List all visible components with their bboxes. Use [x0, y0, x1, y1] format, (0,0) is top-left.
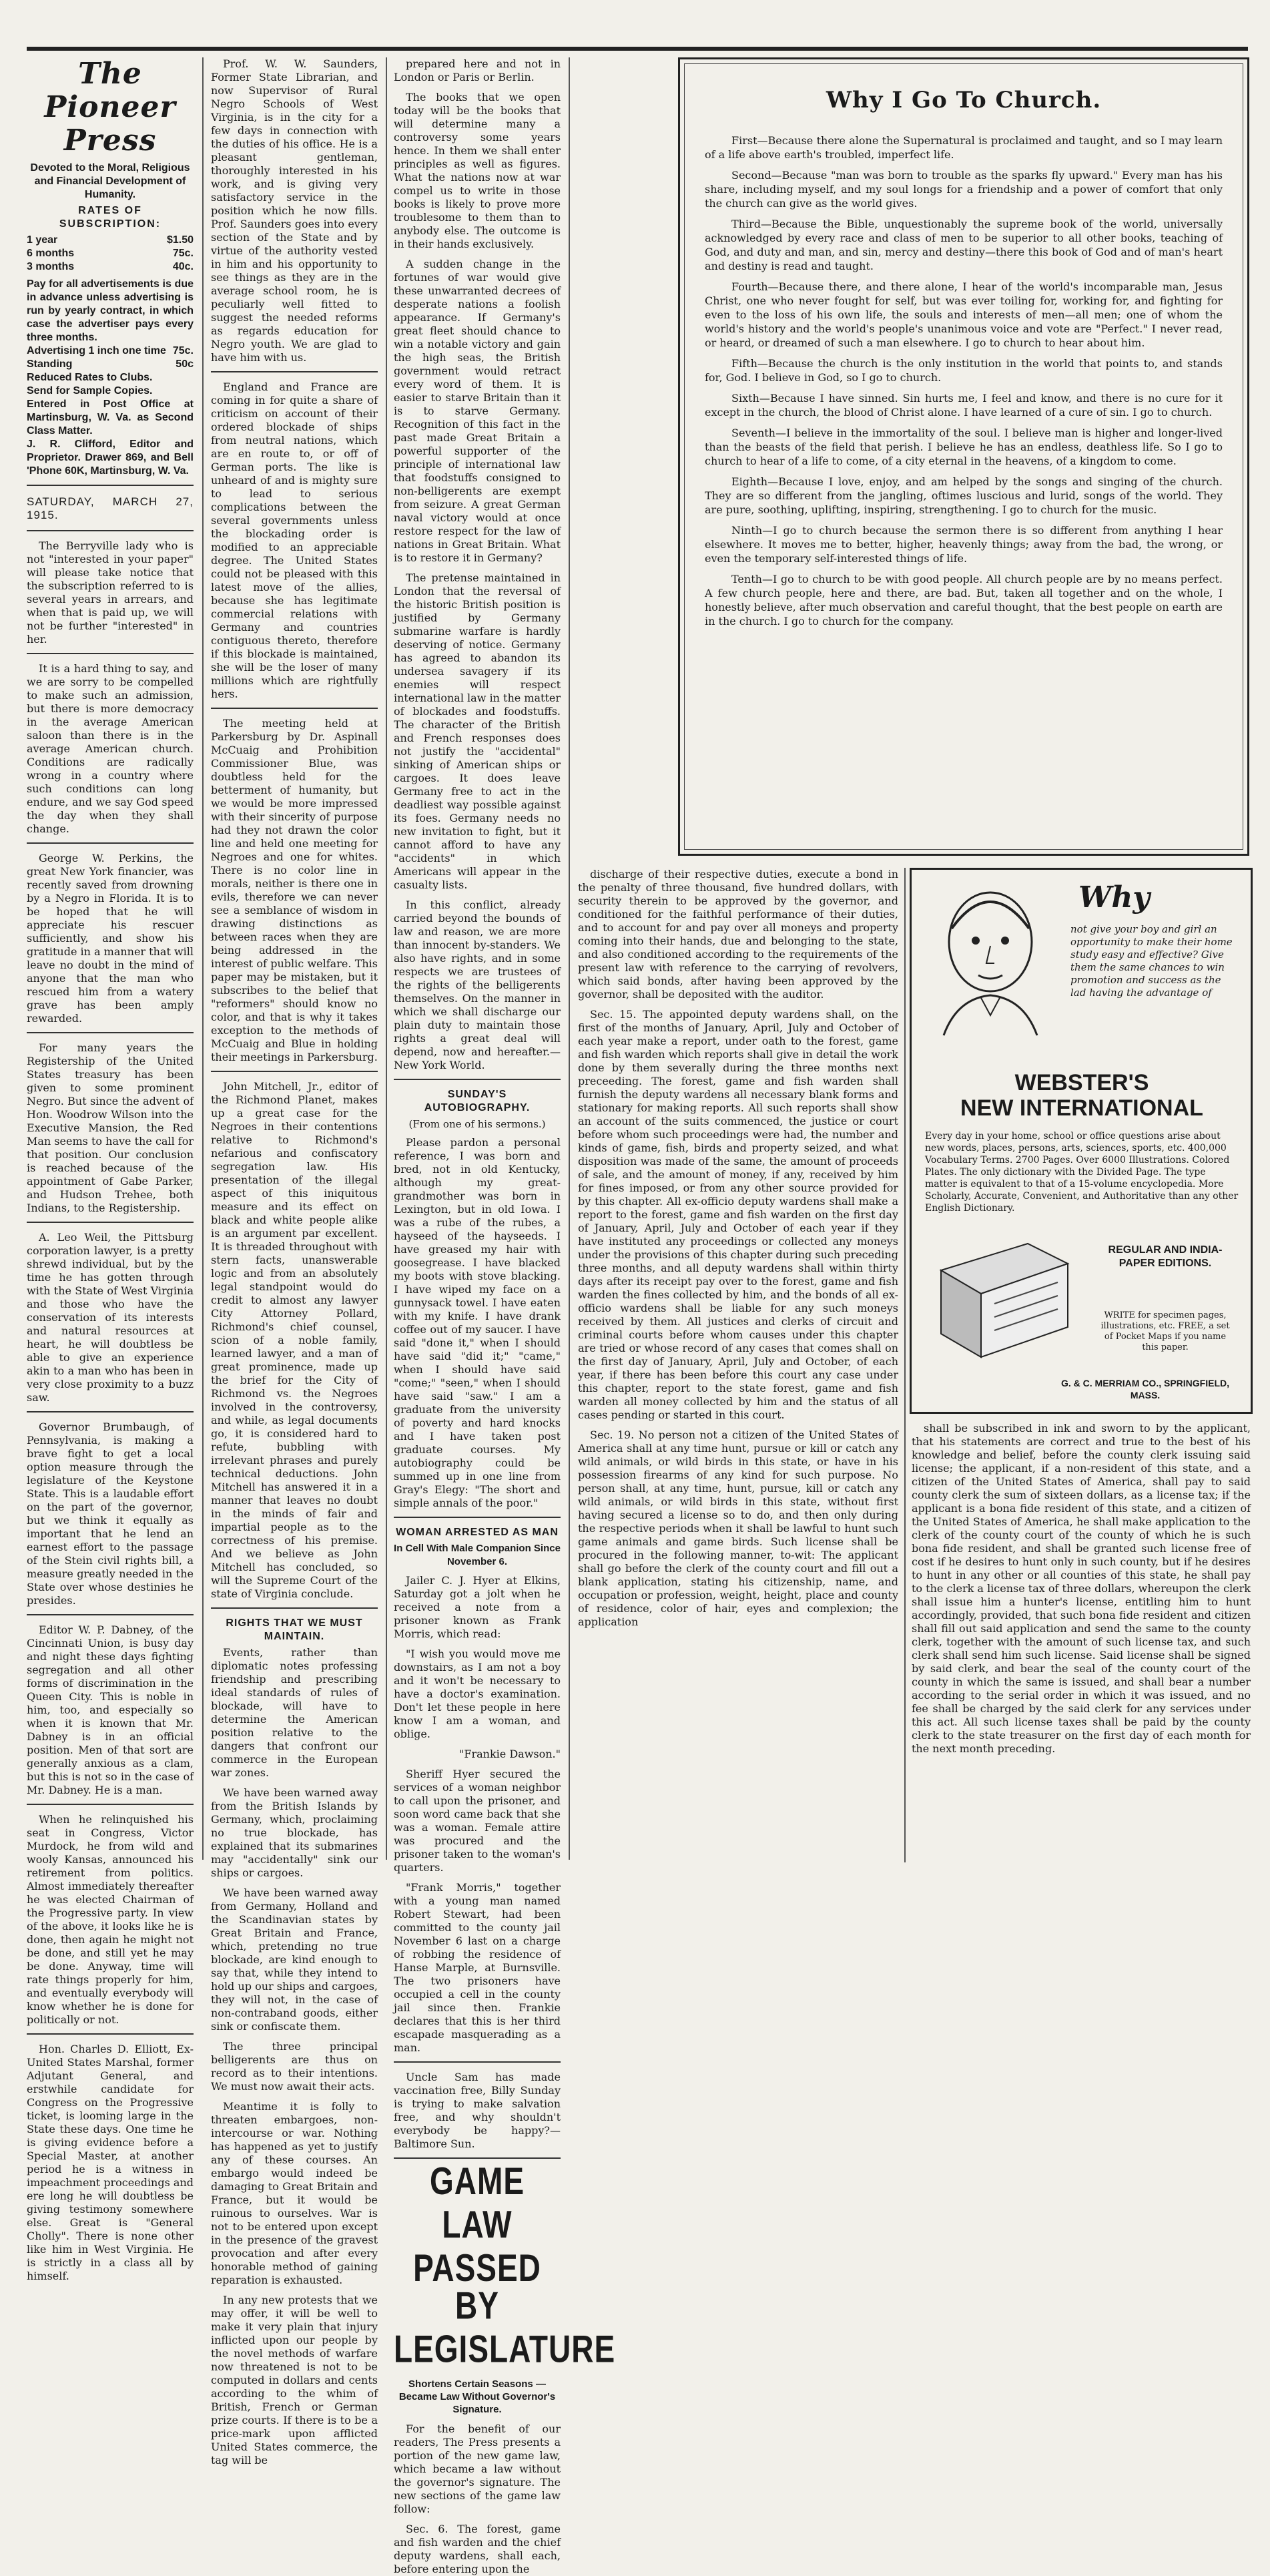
rates-title: RATES OF SUBSCRIPTION:	[59, 205, 162, 230]
ad-editions: REGULAR AND INDIA-PAPER EDITIONS.	[1108, 1244, 1223, 1269]
ad-blurb: not give your boy and girl an opportunity to make their home study easy and effective? Give them the same chances to win promotion and success as the lad having the advantage of	[1070, 923, 1233, 999]
article-paragraph: The three principal belligerents are thus on record as to their intentions. We must now await their acts.	[211, 2040, 378, 2093]
church-reason: Fifth—Because the church is the only institution in the world that points to, and stands for, God. I believe in God, so I go to church.	[705, 357, 1223, 384]
law-paragraph: Sec. 15. The appointed deputy wardens shall, on the first of the months of January, April, July and October of each year make a report, under oath to the forest, game and fish warden which reports shall give in detail the work done by them severally during the three months next preceeding. The forest, game and fish warden shall furnish the deputy wardens all necessary blank forms and stationary for making reports. All such reports shall show an account of the suits commenced, the justice or court before whom such proceedings were had, the number and kinds of game, fish, birds and property seized, and what disposition was made of the same, the amount of proceeds of sale, and the amount of money, if any, received by him for fines imposed, or from any other source provided for by this chapter. All ex-officio deputy wardens shall make a report to the forest, game and fish warden on the first day of January, April, July and October of each year if they have instituted any proceedings or collected any moneys under the provisions of this chapter during such preceding three months, and all deputy wardens shall within thirty days after its receipt pay over to the forest, game and fish warden the fines collected by him, and the bonds of all ex-officio wardens shall be liable for any such moneys received by them. All justices and clerks of circuit and criminal courts before whom causes under this chapter are tried or whose record of any cases that comes shall on the first day of January, April, July and October, of each year, if there has been before this court any case under this chapter, report to the state forest, game and fish warden all money collected by him and the status of all cases pending or started in this court.	[578, 1008, 898, 1421]
ad-write-offer: WRITE for specimen pages, illustrations, etc. FREE, a set of Pocket Maps if you name this paper.	[1100, 1310, 1230, 1352]
church-reason: Tenth—I go to church to be with good people. All church people are by no means perfect. A few church people, here and there, are bad. But, taken all together and on the whole, I honestly believe, after much observation and careful thought, that the best people on earth are in the church. I go to church for the company.	[705, 573, 1223, 627]
divider	[394, 2061, 561, 2063]
ad-why-heading: Why	[1078, 880, 1150, 915]
divider	[211, 371, 378, 372]
rate-row: 3 months 40c.	[27, 261, 194, 272]
column-rule	[202, 57, 204, 1860]
article-paragraph: The books that we open today will be the books that will determine many a controversy some years hence. In them we shall enter principles as well as figures. What the nations now at war compel us to write in those books is likely to prove more troublesome to them than to anybody else. The outcome is in their hands exclusively.	[394, 91, 561, 250]
ad-body: Every day in your home, school or office questions arise about new words, places, persons, arts, sciences, sports, etc. 400,000 Vocabulary Terms. 2700 Pages. Over 6000 Illustrations. Colored Plates. The only dictionary with the Divided Page. The type matter is equivalent to that of a 15-volume encyclopedia. More Scholarly, Accurate, Convenient, and Authoritative than any other English Dictionary.	[925, 1131, 1239, 1214]
divider	[27, 1032, 194, 1033]
article-paragraph: Please pardon a personal reference, I was born and bred, not in old Kentucky, although my great-grandmother was born in Lexington, but in old Iowa. I was a rube of the rubes, a hayseed of the hayseeds. I have greased my hair with goosegrease. I have blacked my boots with stove blacking. I have wiped my face on a gunnysack towel. I have eaten with my knife. I have drank coffee out of my saucer. I have said "done it," when I should have said "did it;" "came," when I should have said "come;" "seen," when I should have said "saw." I am a graduate from the university of poverty and hard knocks and I have taken post graduate courses. My autobiography could be summed up in one line from Gray's Elegy: "The short and simple annals of the poor."	[394, 1136, 561, 1509]
church-box-inner	[684, 63, 1243, 850]
column-rule	[904, 868, 906, 1862]
editorial-paragraph: When he relinquished his seat in Congress, Victor Murdock, he from wild and wooly Kansas, announced his retirement from politics. Almost immediately thereafter he was elected Chairman of the Progressive party. In view of the above, it looks like he is done, then again he might not be done, and still yet he may be done. Anyway, time will rate things properly for him, and eventually everybody will know whether he is done for politically or not.	[27, 1813, 194, 2026]
law-paragraph: Sec. 19. No person not a citizen of the United States of America shall at any time hunt, pursue or kill or catch any wild animals, or wild birds in this state, or have in his possession firearms of any kind for such purpose. No person shall, at any time, hunt, pursue, kill or catch any wild animals, or wild birds in this state, without first having secured a license so to do, and then only during the respective periods when it shall be lawful to hunt such game animals and game birds. Such license shall be procured in the following manner, to-wit: The applicant shall go before the clerk of the county court and fill out a blank application, stating his citizenship, name, and occupation or profession, weight, height, place and county of residence, color of hair, eyes and complexion; the application	[578, 1429, 898, 1628]
editorial-paragraph: It is a hard thing to say, and we are sorry to be compelled to make such an admission, but there is more democracy in the average American saloon than there is in the average American church. Conditions are radically wrong in a country where such conditions can long endure, and we say God speed the day when they shall change.	[27, 662, 194, 835]
law-paragraph: discharge of their respective duties, execute a bond in the penalty of three thousand, five hundred dollars, with security therein to be approved by the governor, and conditioned for the faithful performance of their duties, and to account for and pay over all moneys and property coming into their hands, due and belonging to the state, and also conditioned according to the requirements of the present law with reference to the carrying of revolvers, which said bonds, after having been approved by the governor, shall be deposited with the auditor.	[578, 868, 898, 1001]
column-2	[211, 57, 378, 2467]
dateline: SATURDAY, MARCH 27, 1915.	[27, 495, 194, 521]
divider	[211, 1071, 378, 1072]
church-reason: Second—Because "man was born to trouble as the sparks fly upward." Every man has his share, including myself, and my soul longs for a friendship and a power of comfort that only the church can give as the world gives.	[705, 169, 1223, 210]
sunday-heading: SUNDAY'S AUTOBIOGRAPHY.	[424, 1089, 531, 1113]
divider	[27, 1411, 194, 1412]
editorial-paragraph: A. Leo Weil, the Pittsburg corporation lawyer, is a pretty shrewd individual, but by the time he has gotten through with the State of West Virginia and those who have the conservation of its interests and natural resources at heart, he will doubtless be able to give an experience akin to a man who has been in very close proximity to a buzz saw.	[27, 1231, 194, 1404]
ad-rate-row: Advertising 1 inch one time 75c.	[27, 345, 194, 356]
masthead-line: Send for Sample Copies.	[27, 385, 153, 397]
rate-row: 1 year $1.50	[27, 234, 194, 246]
article-paragraph: A sudden change in the fortunes of war would give these unwarranted decrees of desperate nations a foolish appearance. If Germany's great fleet should chance to win a notable victory and gain the high seas, the British government would retract every word of them. It is easier to starve Britain than it is to starve Germany. Recognition of this fact in the past made Great Britain a powerful supporter of the principle of international law that foodstuffs consigned to non-belligerents are exempt from seizure. A great German naval victory would at once restore respect for the law of nations in Great Britain. What is to restore it in Germany?	[394, 258, 561, 564]
gamelaw-deck: Shortens Certain Seasons — Became Law Without Governor's Signature.	[398, 2378, 556, 2415]
church-title: Why I Go To Church.	[826, 87, 1102, 113]
divider	[394, 1517, 561, 1518]
divider	[394, 1079, 561, 1080]
editorial-paragraph: Prof. W. W. Saunders, Former State Librarian, and now Supervisor of Rural Negro Schools of West Virginia, is in the city for a few days in connection with the duties of his office. He is a pleasant gentleman, thoroughly interested in his work, and is giving very satisfactory service in the position which he now fills. Prof. Saunders goes into every section of the State and by virtue of the authority vested in him and his opportunity to see things as they are in the average school room, he is peculiarly well fitted to suggest the needed reforms as regards education for Negro youth. We are glad to have him with us.	[211, 57, 378, 364]
ad-rate-row: Standing 50c	[27, 358, 194, 370]
masthead-title: The Pioneer Press	[44, 57, 176, 158]
ad-brand-line-1: WEBSTER'S	[1014, 1070, 1149, 1095]
divider	[211, 1607, 378, 1609]
editorial-paragraph: For many years the Registership of the United States treasury has been given to some prominent Negro. But since the advent of Hon. Woodrow Wilson into the Executive Mansion, the Red Man seems to have the call for that position. Our conclusion is reached because of the appointment of Gabe Parker, and Hudson Trehee, both Indians, to the Registership.	[27, 1041, 194, 1214]
top-rule	[27, 47, 1248, 51]
editorial-paragraph: Hon. Charles D. Elliott, Ex-United States Marshal, former Adjutant General, and erstwhile candidate for Congress on the Progressive ticket, is looming large in the State these days. One time he is giving evidence before a Special Master, at another period he is a witness in impeachment proceedings and ere long he will doubtless be giving testimony somewhere else. Great is "General Cholly". There is none other like him in West Virginia. He is strictly in a class all by himself.	[27, 2043, 194, 2282]
woman-subheading: In Cell With Male Companion Since November 6.	[394, 1543, 561, 1567]
rate-row: 6 months 75c.	[27, 248, 194, 259]
article-paragraph: The pretense maintained in London that the reversal of the historic British position is justified by Germany submarine warfare is hardly deserving of notice. Germany has agreed to abandon its undersea savagery if its enemies will respect international law in the matter of blockades and foodstuffs. The character of the British and French responses does not justify the "accidental" sinking of American ships or cargoes. It does leave Germany free to act in the deadliest way possible against its foes. Germany needs no new invitation to fight, but it cannot afford to have any "accidents" in which Americans will appear in the casualty lists.	[394, 571, 561, 891]
divider	[27, 485, 194, 486]
church-reason: Ninth—I go to church because the sermon there is so different from anything I hear elsewhere. It moves me to better, higher, heavenly things; away from the bad, the wrong, or even the temporary self-interested things of life.	[705, 524, 1223, 565]
gamelaw-heading-line-1: GAME LAW PASSED	[413, 2159, 541, 2290]
column-1	[27, 57, 194, 2282]
rates-list	[27, 234, 194, 274]
divider	[27, 1804, 194, 1805]
article-paragraph: We have been warned away from the British Islands by Germany, which, proclaiming no true blockade, has explained that its submarines may "accidentally" sink our ships or cargoes.	[211, 1786, 378, 1879]
editorial-paragraph: The Berryville lady who is not "interested in your paper" will please take notice that the subscription referred to is several years in arrears, and when that is paid up, we will not be further "interested" in her.	[27, 539, 194, 646]
column-rule	[386, 57, 387, 1860]
law-paragraph: shall be subscribed in ink and sworn to by the applicant, that his statements are correct and true to the best of his knowledge and belief, before the county clerk issuing said license; the applicant, if a non-resident of this state, and a citizen of the United States of America, shall pay to said county clerk the sum of sixteen dollars, as a license tax; if the applicant is a bona fide resident of this state, and a citizen of the United States of America, he shall make application to the clerk of the county court of the county of which he is such bona fide resident, and shall be granted such license free of cost if he desires to hunt only in such county, but if he desires to hunt in any other or all counties of this state, he shall pay to the clerk a license tax of three dollars, whereupon the clerk shall issue him a hunter's license, entitling him to hunt accordingly, provided, that such bona fide resident and citizen shall fill out said application and send the same to the county clerk, together with the amount of such license tax, and such clerk shall send him such license. Said license shall be signed by said clerk, and bear the seal of the county court of the county in which the same is issued, and shall bear a number according to the serial order in which it was issued, and no fee shall be charged by the said clerk for any services under this act. All such license taxes shall be paid by the county clerk to the state treasurer on the first day of each month for the next month preceding.	[912, 1422, 1251, 1755]
masthead-motto: Devoted to the Moral, Religious and Financial Development of Humanity.	[30, 162, 190, 200]
divider	[211, 708, 378, 709]
article-paragraph: In any new protests that we may offer, it will be well to make it very plain that injury inflicted upon our people by the novel methods of warfare now threatened is not to be computed in dollars and cents according to the whim of British, French or German prize courts. If there is to be a price-mark upon afflicted United States commerce, the tag will be	[211, 2294, 378, 2467]
webster-advertisement	[910, 868, 1253, 1414]
article-paragraph: prepared here and not in London or Paris or Berlin.	[394, 57, 561, 83]
column-3	[394, 57, 616, 2575]
column-5	[912, 1422, 1251, 1862]
article-paragraph: For the benefit of our readers, The Press presents a portion of the new game law, which became a law without the governor's signature. The new sections of the game law follow:	[394, 2422, 561, 2515]
divider	[27, 653, 194, 654]
church-reason: Sixth—Because I have sinned. Sin hurts me, I feel and know, and there is no cure for it except in the church, the blood of Christ alone. I have learned of a cure of sin. I go to church.	[705, 392, 1223, 419]
advertising-notice: Pay for all advertisements is due in advance unless advertising is run by yearly contract, in which case the advertiser pays every three months.	[27, 278, 194, 343]
article-paragraph: Meantime it is folly to threaten embargoes, non-intercourse or war. Nothing has happened as yet to justify any of these courses. An embargo would indeed be damaging to Great Britain and France, but it would be ruinous to ourselves. War is not to be entered upon except in the presence of the gravest provocation and after every honorable method of gaining reparation is exhausted.	[211, 2100, 378, 2286]
church-reason: Third—Because the Bible, unquestionably the supreme book of the world, universally acknowledged by every race and class of men to be superior to all other books, teaching of God, and duty and man, and sin, mercy and destiny—there this book of God and of man's heart and destiny is read and taught.	[705, 218, 1223, 272]
dictionary-book-illustration	[928, 1230, 1081, 1364]
church-reason: First—Because there alone the Supernatural is proclaimed and taught, and so I may learn of a life above earth's troubled, imperfect life.	[705, 134, 1223, 161]
masthead-line: Reduced Rates to Clubs.	[27, 372, 153, 383]
church-reason: Seventh—I believe in the immortality of the soul. I believe man is higher and longer-lived than the beasts of the field that perish. I believe he has an endless, deathless life. So I go to church to hear of a life to come, of a city eternal in the heavens, of a kingdom to come.	[705, 427, 1223, 467]
article-paragraph: Sec. 6. The forest, game and fish warden and the chief deputy wardens, shall each, before entering upon the	[394, 2523, 561, 2575]
woman-heading: WOMAN ARRESTED AS MAN	[396, 1527, 559, 1538]
rights-heading: RIGHTS THAT WE MUST MAINTAIN.	[226, 1617, 363, 1642]
article-paragraph: "Frank Morris," together with a young man named Robert Stewart, had been committed to the county jail November 6 last on a charge of robbing the residence of Hanse Marple, at Burnsville. The two prisoners have occupied a cell in the county jail since then. Frankie declares that this is her third escapade masquerading as a man.	[394, 1881, 561, 2054]
ad-publisher: G. & C. MERRIAM CO., SPRINGFIELD, MASS.	[1060, 1378, 1229, 1400]
article-paragraph: Sheriff Hyer secured the services of a woman neighbor to call upon the prisoner, and soon word came back that she was a woman. Female attire was procured and the prisoner taken to the woman's quarters.	[394, 1768, 561, 1874]
church-reason: Eighth—Because I love, enjoy, and am helped by the songs and singing of the church. They are so different from the jangling, oftimes luscious and lurid, songs of the world. They are pure, soothing, uplifting, inspiring, strengthening. I go to church for the music.	[705, 475, 1223, 516]
article-paragraph: Jailer C. J. Hyer at Elkins, Saturday got a jolt when he received a note from a prisoner known as Frank Morris, which read:	[394, 1574, 561, 1640]
masthead-line: J. R. Clifford, Editor and Proprietor. Drawer 869, and Bell 'Phone 60K, Martinsburg, W. Va.	[27, 439, 194, 477]
masthead-line: Entered in Post Office at Martinsburg, W. Va. as Second Class Matter.	[27, 399, 194, 437]
column-4	[578, 868, 898, 1862]
article-paragraph: Events, rather than diplomatic notes professing friendship and prescribing ideal standards of rules of blockade, will have to determine the American position relative to the dangers that confront our commerce in the European war zones.	[211, 1646, 378, 1779]
ad-brand-line-2: NEW INTERNATIONAL	[960, 1095, 1203, 1121]
editorial-paragraph: Governor Brumbaugh, of Pennsylvania, is making a brave fight to get a local option measure through the legislature of the Keystone State. This is a laudable effort on the part of the governor, but we think it equally as important that he lend an earnest effort to the passage of the Stein civil rights bill, a measure greatly needed in the State over whose destinies he presides.	[27, 1421, 194, 1607]
editorial-paragraph: George W. Perkins, the great New York financier, was recently saved from drowning by a Negro in Florida. It is to be hoped that he will appreciate his rescuer sufficiently, and show his gratitude in a manner that will leave no doubt in the mind of anyone that the man who rescued him from a watery grave has been amply rewarded.	[27, 852, 194, 1025]
article-signature: "Frankie Dawson."	[459, 1748, 561, 1760]
article-paragraph: We have been warned away from Germany, Holland and the Scandinavian states by Great Britain and France, which, pretending no true blockade, are kind enough to say that, while they intend to hold up our ships and cargoes, they will not, in the case of non-contraband goods, either sink or confiscate them.	[211, 1886, 378, 2033]
editorial-paragraph: Editor W. P. Dabney, of the Cincinnati Union, is busy day and night these days fighting segregation and all other forms of discrimination in the Queen City. This is noble in him, too, and especially so when it is known that Mr. Dabney is in an official position. Men of that sort are generally anxious as a clam, but this is not so in the case of Mr. Dabney. He is a man.	[27, 1623, 194, 1796]
article-paragraph: "I wish you would move me downstairs, as I am not a boy and it won't be necessary to have a doctor's examination. Don't let these people in here know I am a woman, and oblige.	[394, 1647, 561, 1740]
boy-portrait-illustration	[924, 882, 1057, 1035]
church-box	[678, 57, 1249, 856]
divider	[27, 1614, 194, 1615]
editorial-paragraph: The meeting held at Parkersburg by Dr. Aspinall McCuaig and Prohibition Commissioner Blue, was doubtless held for the betterment of humanity, but we would be more impressed with their sincerity of purpose had they not drawn the color line and held one meeting for Negroes and one for whites. There is no color line in morals, neither is there one in evils, therefore we can never see a semblance of wisdom in drawing distinctions as between races when they are being addressed in the interest of public welfare. This paper may be mistaken, but it subscribes to the belief that "reformers" should know no color, and that is why it takes exception to the methods of McCuaig and Blue in holding their meetings in Parkersburg.	[211, 717, 378, 1063]
divider	[27, 1222, 194, 1223]
editorial-paragraph: John Mitchell, Jr., editor of the Richmond Planet, makes up a great case for the Negroes in their contentions relative to Richmond's nefarious and confiscatory segregation law. His presentation of the illegal aspect of this iniquitous measure and its effect on black and white people alike is an argument par excellent. It is threaded throughout with stern facts, unanswerable logic and from an absolutely legal standpoint would do credit to almost any lawyer City Attorney Pollard, Richmond's chief counsel, scion of a noble family, learned lawyer, and a man of great prominence, made up the brief for the City of Richmond vs. the Negroes involved in the controversy, and while, as legal documents go, it is considered hard to refute, bubbling with irrelevant phrases and purely technical deductions. John Mitchell has answered it in a manner that leaves no doubt in the minds of fair and impartial people as to the correctness of his premise. And we believe as John Mitchell has concluded, so will the Supreme Court of the state of Virginia conclude.	[211, 1080, 378, 1600]
ad-brand	[925, 1070, 1239, 1121]
article-paragraph: Uncle Sam has made vaccination free, Billy Sunday is trying to make salvation free, and why shouldn't everybody be happy?—Baltimore Sun.	[394, 2071, 561, 2150]
divider	[27, 2033, 194, 2035]
church-reason: Fourth—Because there, and there alone, I hear of the world's incomparable man, Jesus Christ, one who never fought for self, but was ever toiling for, working for, and fighting for even to the loss of his own life, the souls and interests of men—all men; one of whom the world's history and the world's people's unanimous voice and vote are "Perfect." I never read, or heard, or dreamed of such a man elsewhere. I go to church to hear about him.	[705, 280, 1223, 349]
article-paragraph: In this conflict, already carried beyond the bounds of law and reason, we are more than innocent by-standers. We also have rights, and in some respects we are trustees of the rights of the belligerents themselves. On the manner in which we shall discharge our plain duty to maintain those rights a great deal will depend, now and hereafter.—New York World.	[394, 898, 561, 1071]
divider	[27, 530, 194, 531]
sunday-subheading: (From one of his sermons.)	[408, 1118, 546, 1130]
column-rule	[569, 57, 570, 1860]
gamelaw-heading-line-2: BY LEGISLATURE	[394, 2284, 616, 2370]
editorial-paragraph: England and France are coming in for quite a share of criticism on account of their ordered blockade of ships from neutral nations, which are en route to, or off of German ports. The like is unheard of and is mighty sure to lead to serious complications between the several governments unless the blockading order is modified to an appreciable degree. The United States could not be pleased with this latest move of the allies, because she has legitimate commercial relations with Germany and countries contiguous thereto, therefore if this blockade is maintained, she will be the loser of many millions which are rightfully hers.	[211, 380, 378, 700]
divider	[27, 842, 194, 844]
